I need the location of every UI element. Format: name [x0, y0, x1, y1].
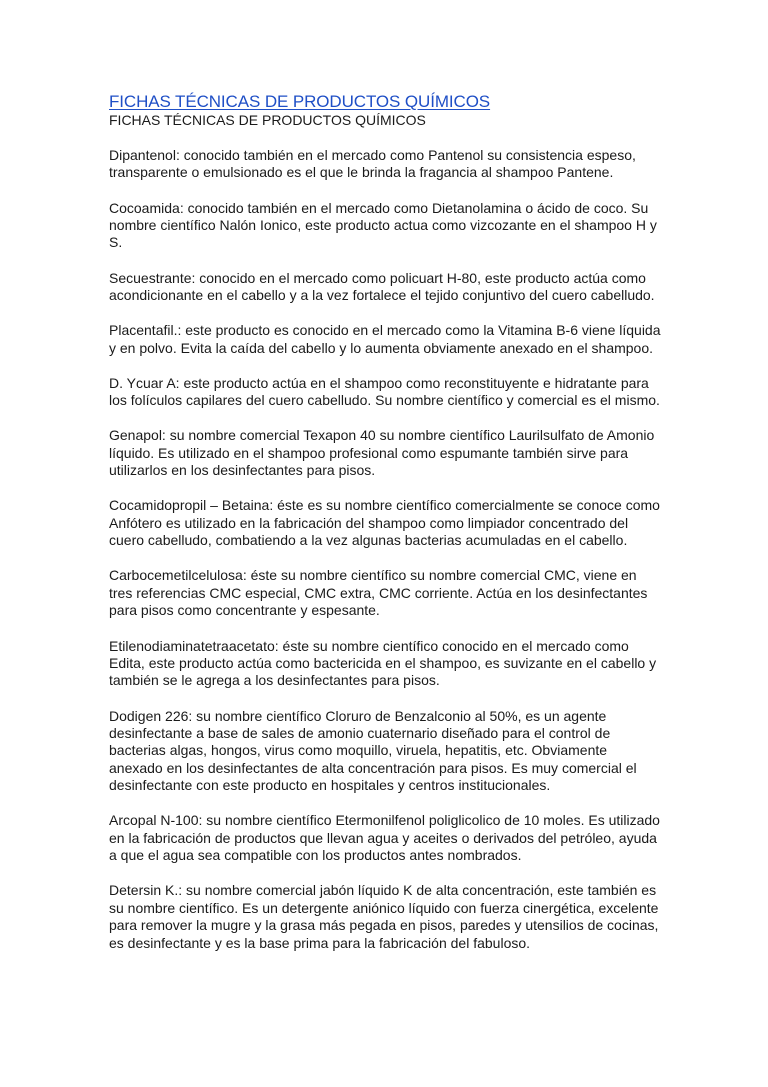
paragraph-detersin-k: Detersin K.: su nombre comercial jabón líquido K de alta concentración, este también es su nombre científico. Es un detergente aniónico líquido con fuerza cinergética, excelente para remover la mugre y la grasa más pegada en pisos, paredes y utensilios de cocinas, es desinfectante y es la base prima para la fabricación del fabuloso.: [109, 882, 659, 951]
paragraph-secuestrante: Secuestrante: conocido en el mercado como policuart H-80, este producto actúa como acondicionante en el cabello y a la vez fortalece el tejido conjuntivo del cuero cabelludo.: [109, 269, 655, 304]
document-page: [109, 92, 661, 970]
paragraph-etilenodiaminatetraacetato: Etilenodiaminatetraacetato: éste su nombre científico conocido en el mercado como Edita, este producto actúa como bactericida en el shampoo, es suvizante en el cabello y también se le agrega a los desinfectantes para pisos.: [109, 637, 657, 689]
paragraph-dodigen-226: Dodigen 226: su nombre científico Cloruro de Benzalconio al 50%, es un agente desinfectante a base de sales de amonio cuaternario diseñado para el control de bacterias algas, hongos, virus como moquillo, viruela, hepatitis, etc. Obviamente anexado en los desinfectantes de alta concentración para pisos. Es muy comercial el desinfectante con este producto en hospitales y centros institucionales.: [109, 707, 637, 794]
paragraph-placentafil: Placentafil.: este producto es conocido en el mercado como la Vitamina B-6 viene líquida y en polvo. Evita la caída del cabello y lo aumenta obviamente anexado en el shampoo.: [109, 322, 661, 356]
paragraph-carbocemetilcelulosa: Carbocemetilcelulosa: éste su nombre científico su nombre comercial CMC, viene en tres referencias CMC especial, CMC extra, CMC corriente. Actúa en los desinfectantes para pisos como concentrante y espesante.: [109, 567, 648, 619]
paragraph-arcopal-n-100: Arcopal N-100: su nombre científico Etermonilfenol poliglicolico de 10 moles. Es utilizado en la fabricación de productos que llevan agua y aceites o derivados del petróleo, ayuda a que el agua sea compatible con los productos antes nombrados.: [109, 812, 660, 864]
paragraph-cocamidopropil-betaina: Cocamidopropil – Betaina: éste es su nombre científico comercialmente se conoce como Anfótero es utilizado en la fabricación del shampoo como limpiador concentrado del cuero cabelludo, combatiendo a la vez algunas bacterias acumuladas en el cabello.: [109, 497, 660, 549]
paragraph-genapol: Genapol: su nombre comercial Texapon 40 su nombre científico Laurilsulfato de Amonio líquido. Es utilizado en el shampoo profesional como espumante también sirve para utilizarlos en los desinfectantes para pisos.: [109, 427, 655, 479]
document-title-link[interactable]: FICHAS TÉCNICAS DE PRODUCTOS QUÍMICOS: [109, 92, 491, 111]
paragraph-d-ycuar-a: D. Ycuar A: este producto actúa en el shampoo como reconstituyente e hidratante para los folículos capilares del cuero cabelludo. Su nombre científico y comercial es el mismo.: [109, 374, 660, 409]
paragraph-cocoamida: Cocoamida: conocido también en el mercado como Dietanolamina o ácido de coco. Su nombre científico Nalón Ionico, este producto actua como vizcozante en el shampoo H y S.: [109, 199, 657, 251]
document-subtitle: FICHAS TÉCNICAS DE PRODUCTOS QUÍMICOS: [109, 112, 426, 128]
paragraph-dipantenol: Dipantenol: conocido también en el mercado como Pantenol su consistencia espeso, transparente o emulsionado es el que le brinda la fragancia al shampoo Pantene.: [109, 147, 636, 181]
